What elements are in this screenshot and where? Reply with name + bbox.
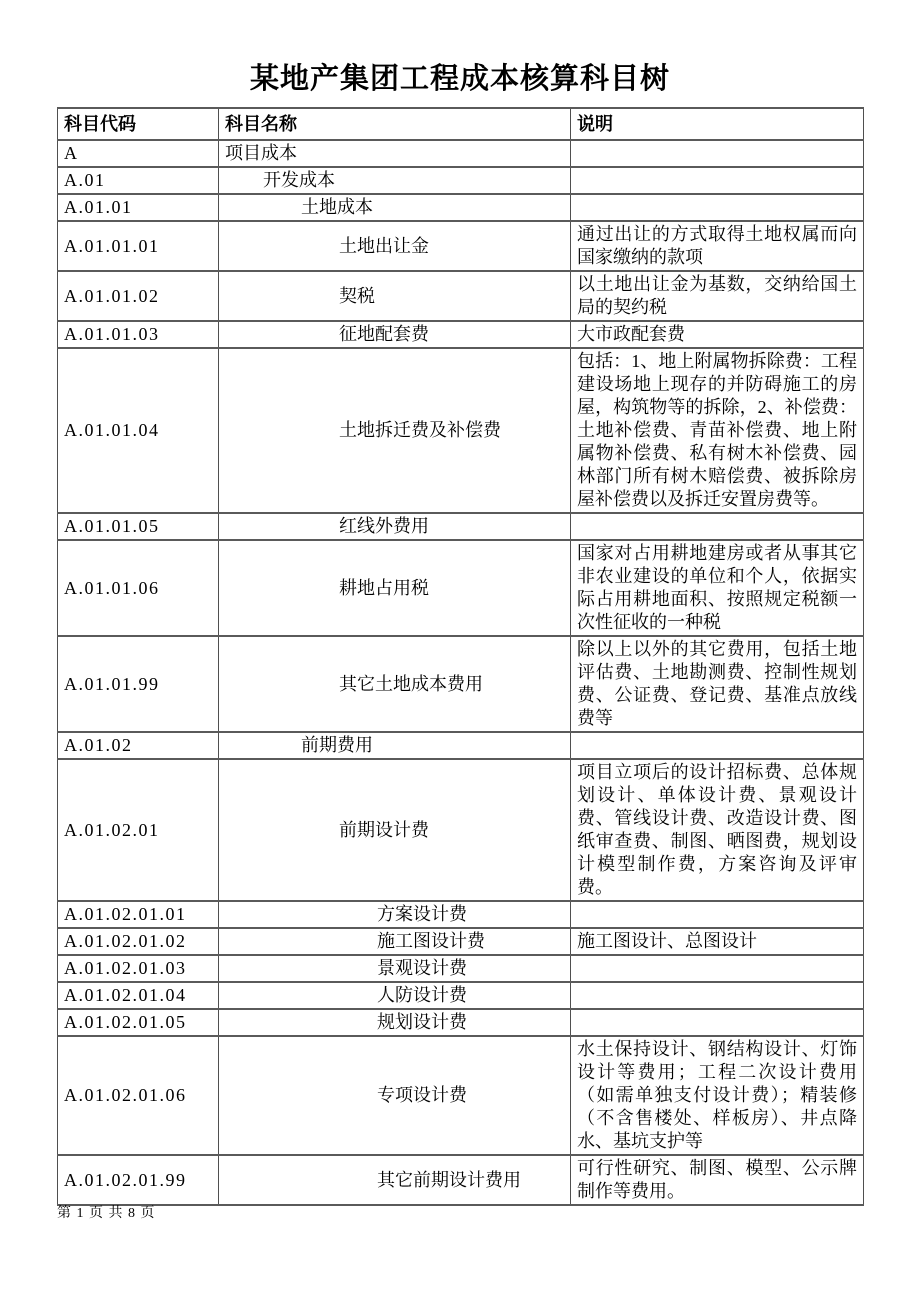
subject-code: A.01.01.05 xyxy=(58,513,219,540)
table-row xyxy=(58,732,864,759)
subject-name: 红线外费用 xyxy=(219,513,571,540)
subject-code: A.01.02.01.05 xyxy=(58,1009,219,1036)
table-row xyxy=(58,513,864,540)
subject-name: 其它土地成本费用 xyxy=(219,636,571,732)
table-row xyxy=(58,1155,864,1205)
subject-description: 水土保持设计、钢结构设计、灯饰设计等费用；工程二次设计费用（如需单独支付设计费）；精装修（不含售楼处、样板房）、井点降水、基坑支护等 xyxy=(571,1036,864,1155)
subject-name: 其它前期设计费用 xyxy=(219,1155,571,1205)
subject-name: 方案设计费 xyxy=(219,901,571,928)
subject-description: 包括：1、地上附属物拆除费：工程建设场地上现存的并防碍施工的房屋，构筑物等的拆除，2、补偿费：土地补偿费、青苗补偿费、地上附属物补偿费、私有树木补偿费、园林部门所有树木赔偿费、被拆除房屋补偿费以及拆迁安置房费等。 xyxy=(571,348,864,513)
subject-name: 规划设计费 xyxy=(219,1009,571,1036)
subject-code: A xyxy=(58,140,219,167)
subject-tree-table xyxy=(57,107,864,1206)
subject-code: A.01.02.01.99 xyxy=(58,1155,219,1205)
page-number: 第 1 页 共 8 页 xyxy=(57,1206,156,1221)
subject-description xyxy=(571,955,864,982)
subject-code: A.01.02.01.03 xyxy=(58,955,219,982)
subject-description xyxy=(571,513,864,540)
column-header-desc: 说明 xyxy=(571,108,864,140)
subject-code: A.01.01 xyxy=(58,194,219,221)
subject-name: 项目成本 xyxy=(219,140,571,167)
table-row xyxy=(58,982,864,1009)
table-row xyxy=(58,955,864,982)
table-row xyxy=(58,194,864,221)
column-header-code: 科目代码 xyxy=(58,108,219,140)
subject-name: 耕地占用税 xyxy=(219,540,571,636)
subject-name: 景观设计费 xyxy=(219,955,571,982)
subject-code: A.01.01.01 xyxy=(58,221,219,271)
column-header-name: 科目名称 xyxy=(219,108,571,140)
table-row xyxy=(58,1009,864,1036)
subject-description xyxy=(571,167,864,194)
subject-name: 土地成本 xyxy=(219,194,571,221)
subject-name: 契税 xyxy=(219,271,571,321)
subject-table-body xyxy=(58,140,864,1205)
subject-code: A.01.02.01.01 xyxy=(58,901,219,928)
subject-description: 大市政配套费 xyxy=(571,321,864,348)
subject-description: 以土地出让金为基数，交纳给国土局的契约税 xyxy=(571,271,864,321)
subject-description xyxy=(571,732,864,759)
subject-name: 人防设计费 xyxy=(219,982,571,1009)
table-row xyxy=(58,636,864,732)
subject-name: 土地拆迁费及补偿费 xyxy=(219,348,571,513)
table-row xyxy=(58,759,864,901)
subject-description xyxy=(571,140,864,167)
subject-description: 除以上以外的其它费用，包括土地评估费、土地勘测费、控制性规划费、公证费、登记费、基准点放线费等 xyxy=(571,636,864,732)
table-row xyxy=(58,321,864,348)
subject-description xyxy=(571,982,864,1009)
subject-code: A.01.01.06 xyxy=(58,540,219,636)
subject-name: 专项设计费 xyxy=(219,1036,571,1155)
subject-description: 项目立项后的设计招标费、总体规划设计、单体设计费、景观设计费、管线设计费、改造设计费、图纸审查费、制图、晒图费，规划设计模型制作费，方案咨询及评审费。 xyxy=(571,759,864,901)
table-row xyxy=(58,928,864,955)
subject-name: 土地出让金 xyxy=(219,221,571,271)
subject-code: A.01.01.04 xyxy=(58,348,219,513)
table-row xyxy=(58,140,864,167)
table-row xyxy=(58,540,864,636)
subject-code: A.01.01.02 xyxy=(58,271,219,321)
subject-name: 开发成本 xyxy=(219,167,571,194)
subject-description xyxy=(571,901,864,928)
subject-description: 通过出让的方式取得土地权属而向国家缴纳的款项 xyxy=(571,221,864,271)
page-title: 某地产集团工程成本核算科目树 xyxy=(249,63,670,95)
table-row xyxy=(58,271,864,321)
table-row xyxy=(58,167,864,194)
header-row xyxy=(58,108,864,140)
subject-name: 前期设计费 xyxy=(219,759,571,901)
subject-code: A.01.02 xyxy=(58,732,219,759)
subject-code: A.01.02.01 xyxy=(58,759,219,901)
subject-code: A.01.02.01.02 xyxy=(58,928,219,955)
subject-description: 国家对占用耕地建房或者从事其它非农业建设的单位和个人，依据实际占用耕地面积、按照规定税额一次性征收的一种税 xyxy=(571,540,864,636)
subject-name: 征地配套费 xyxy=(219,321,571,348)
table-row xyxy=(58,221,864,271)
table-row xyxy=(58,901,864,928)
table-row xyxy=(58,1036,864,1155)
table-row xyxy=(58,348,864,513)
subject-code: A.01.01.99 xyxy=(58,636,219,732)
subject-description xyxy=(571,194,864,221)
subject-code: A.01.01.03 xyxy=(58,321,219,348)
subject-name: 施工图设计费 xyxy=(219,928,571,955)
table-header xyxy=(58,108,864,140)
subject-description xyxy=(571,1009,864,1036)
subject-code: A.01.02.01.04 xyxy=(58,982,219,1009)
subject-name: 前期费用 xyxy=(219,732,571,759)
subject-code: A.01 xyxy=(58,167,219,194)
subject-description: 施工图设计、总图设计 xyxy=(571,928,864,955)
subject-code: A.01.02.01.06 xyxy=(58,1036,219,1155)
subject-description: 可行性研究、制图、模型、公示牌制作等费用。 xyxy=(571,1155,864,1205)
